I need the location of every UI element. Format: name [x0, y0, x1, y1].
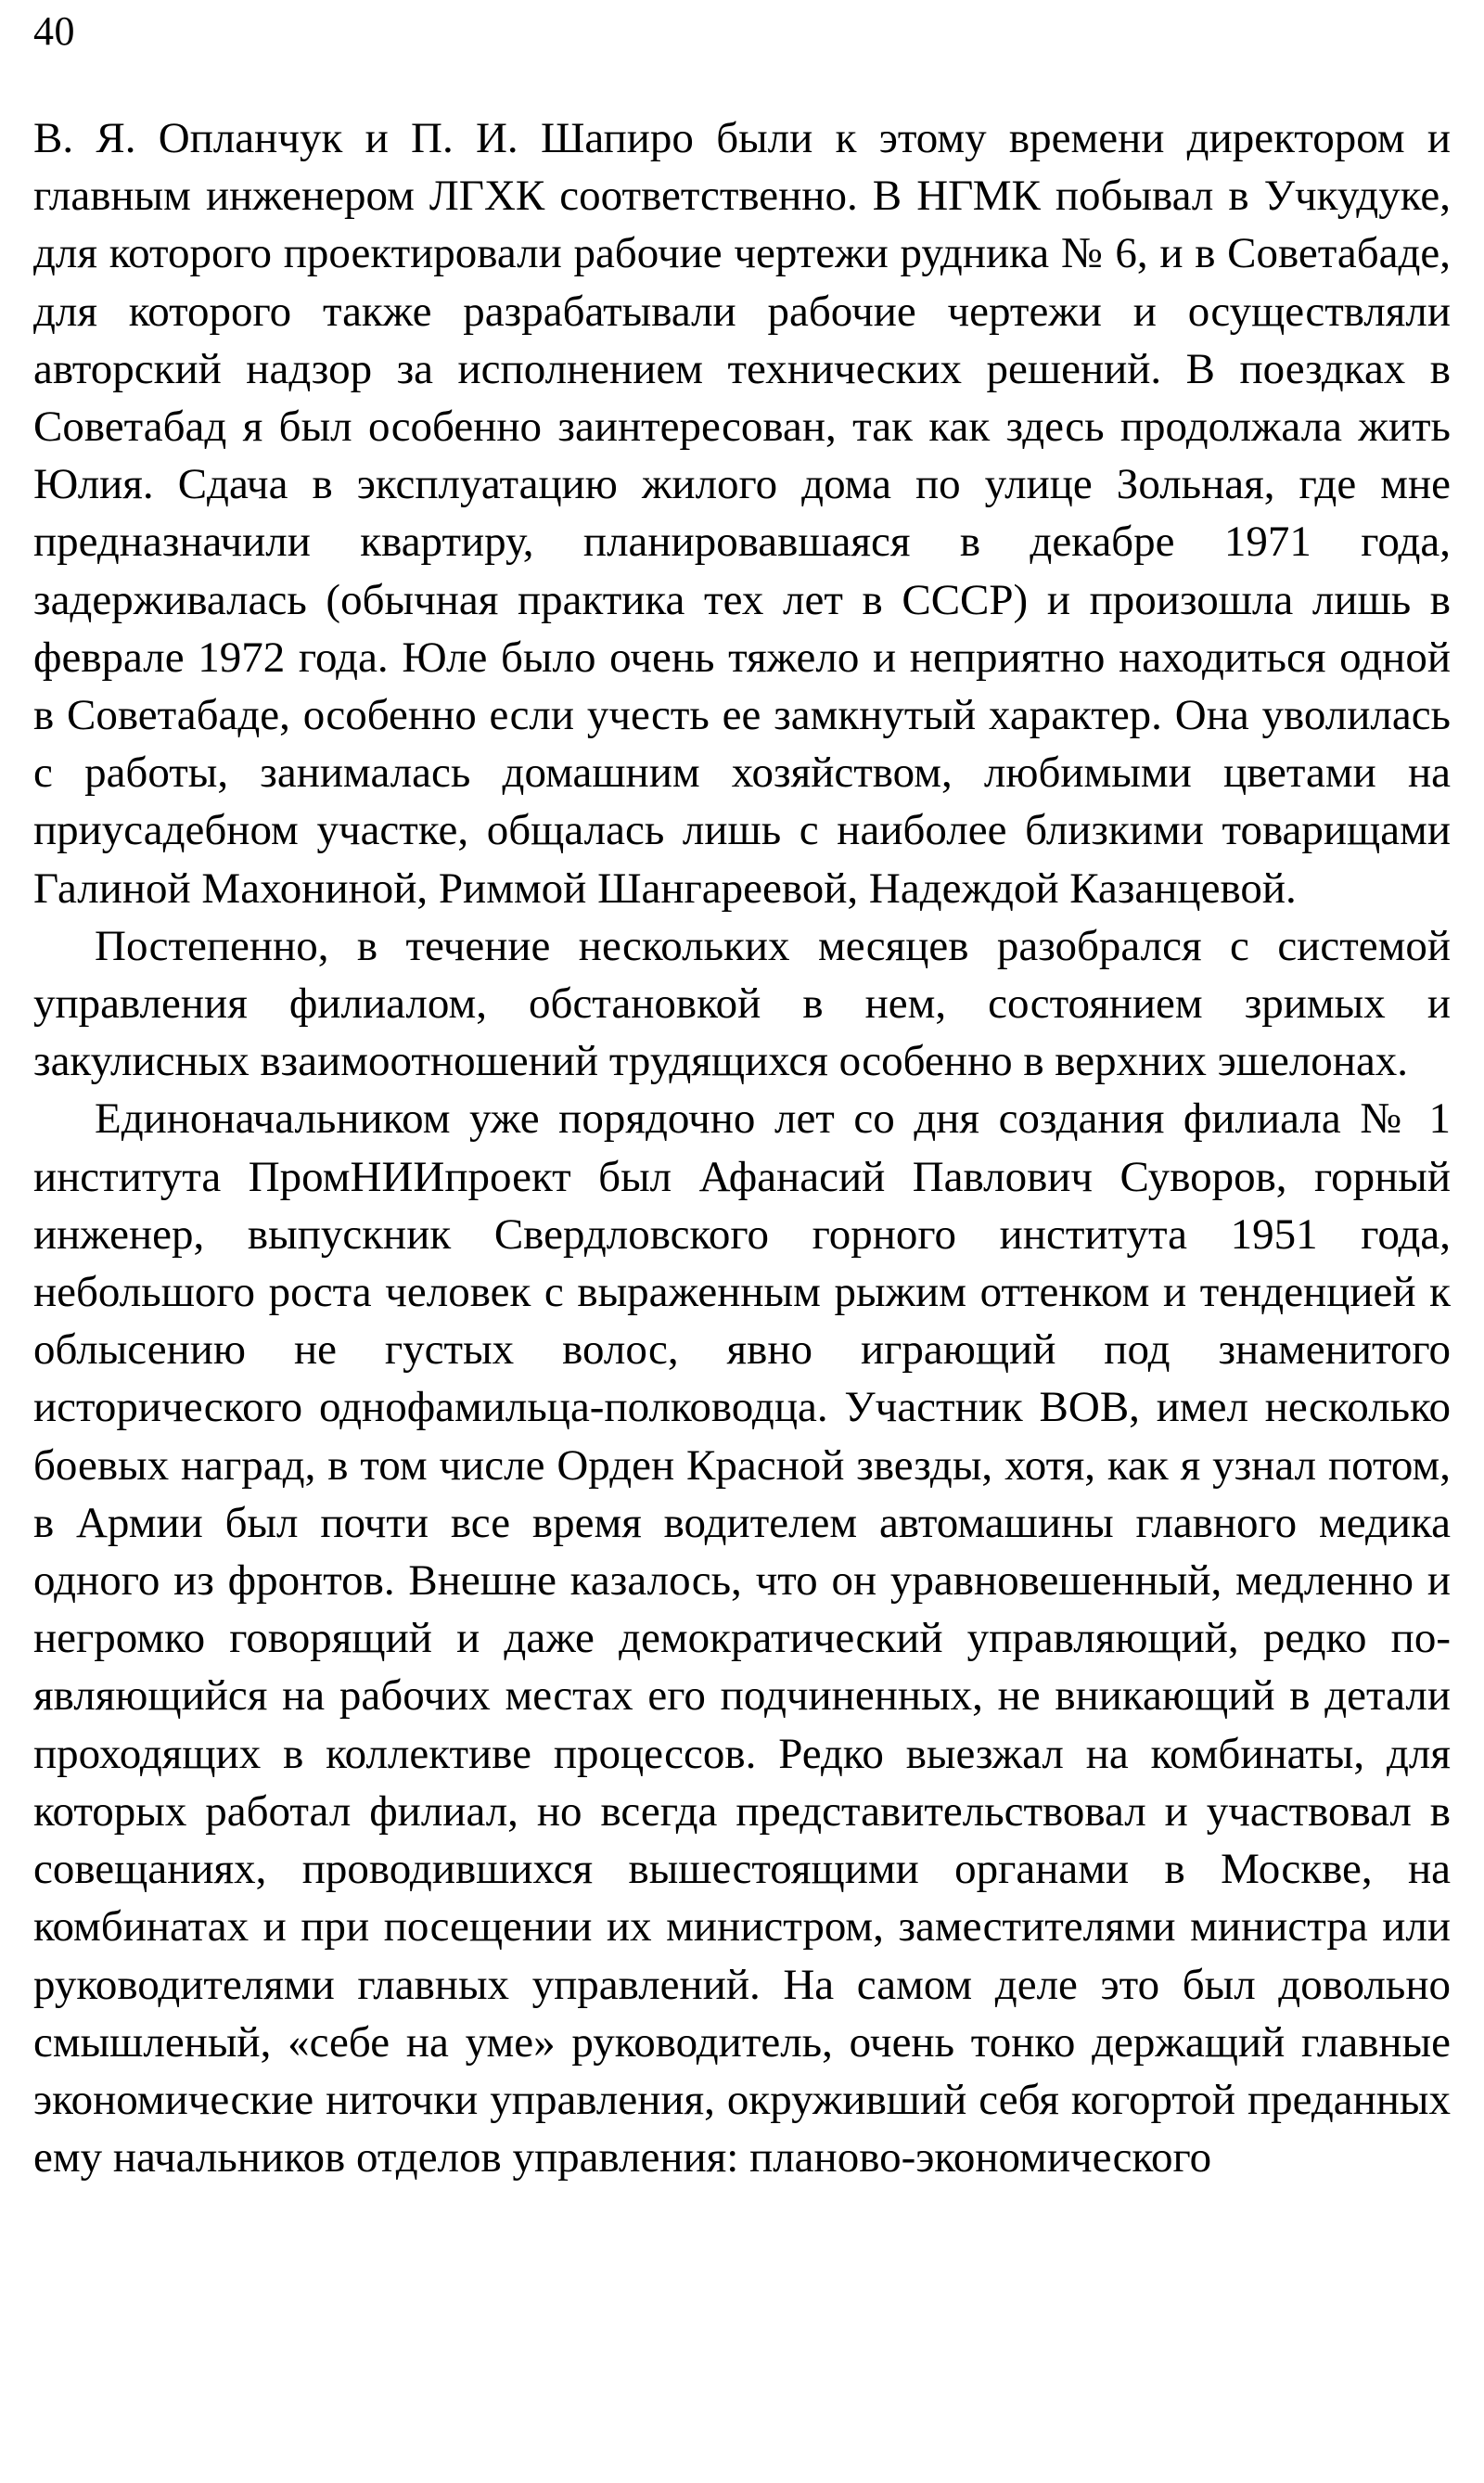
body-text — [33, 109, 1451, 2186]
paragraph-3: Единоначальником уже порядочно лет со дня создания филиала № 1 института ПромНИИпроект был Афанасий Павлович Суворов, горный инженер, выпускник Свердловского горного института 1951 года, небольшого роста человек с выраженным рыжим оттенком и тенденцией к облысению не густых волос, явно играющий под знаменитого исторического однофамильца-полководца. Участник ВОВ, имел несколько боевых наград, в том числе Орден Красной звезды, хотя, как я узнал потом, в Армии был почти все время водителем автомашины главного медика одного из фронтов. Внешне казалось, что он уравновешенный, медленно и негромко говорящий и даже демократический управляющий, редко появляющийся на рабочих местах его подчиненных, не вникающий в детали проходящих в коллективе процессов. Редко выезжал на комбинаты, для которых работал филиал, но всегда представительствовал и участвовал в совещаниях, проводившихся вышестоящими органами в Москве, на комбинатах и при посещении их министром, заместителями министра или руководителями главных управлений. На самом деле это был довольно смышленый, «себе на уме» руководитель, очень тонко держащий главные экономические ниточки управления, окруживший себя когортой преданных ему начальников отделов управления: планово-экономического — [33, 1094, 1451, 2182]
paragraph-2: Постепенно, в течение нескольких месяцев разобрался с системой управления филиалом, обстановкой в нем, состоянием зримых и закулисных взаимоотношений трудящихся особенно в верхних эшелонах. — [33, 921, 1451, 1086]
paragraph-1: В. Я. Опланчук и П. И. Шапиро были к этому времени директором и главным инженером ЛГХК соответственно. В НГМК побывал в Учкудуке, для которого проектировали рабочие чертежи рудника № 6, и в Советабаде, для которого также разрабатывали рабочие чертежи и осуществляли авторский надзор за исполнением технических решений. В поездках в Советабад я был особенно заинтересован, так как здесь продолжала жить Юлия. Сдача в эксплуатацию жилого дома по улице Зольная, где мне предназначили квартиру, планировавшаяся в декабре 1971 года, задерживалась (обычная практика тех лет в СССР) и произошла лишь в феврале 1972 года. Юле было очень тяжело и неприятно находиться одной в Советабаде, особенно если учесть ее замкнутый характер. Она уволилась с работы, занималась домашним хозяйством, любимыми цветами на приусадебном участке, общалась лишь с наиболее близкими товарищами Галиной Махониной, Риммой Шангареевой, Надеждой Казанцевой. — [33, 114, 1451, 913]
page-number: 40 — [33, 8, 75, 54]
